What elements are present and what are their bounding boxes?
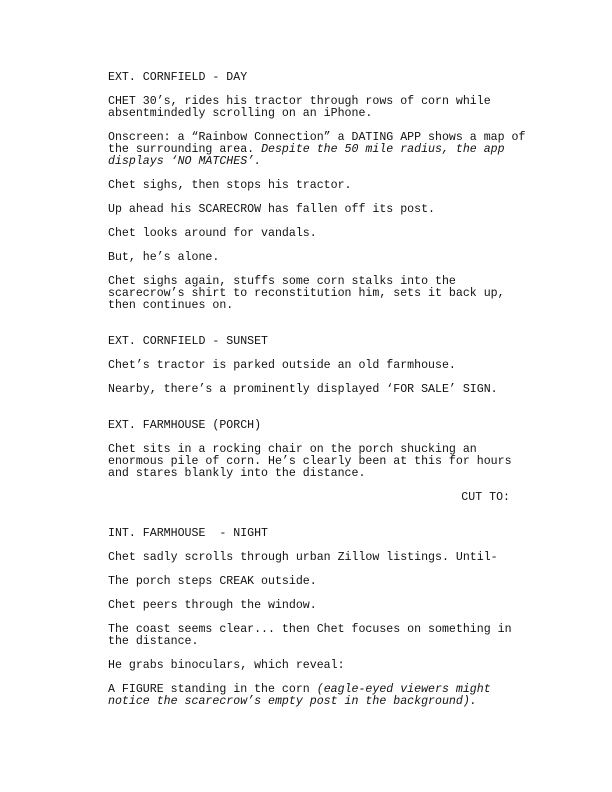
action-line: absentmindedly scrolling on an iPhone. (108, 107, 373, 120)
action-line: enormous pile of corn. He’s clearly been at this for hours (108, 455, 512, 468)
action-line: scarecrow’s shirt to reconstitution him, sets it back up, (108, 287, 505, 300)
action-line: Chet sadly scrolls through urban Zillow listings. Until- (108, 551, 498, 564)
action-line: The porch steps CREAK outside. (108, 575, 317, 588)
action-italic-line: displays ‘NO MATCHES’. (108, 155, 262, 168)
action-line: But, he’s alone. (108, 251, 220, 264)
action-text: A FIGURE standing in the corn (108, 683, 317, 696)
action-line: the distance. (108, 635, 199, 648)
action-line: Chet sighs again, stuffs some corn stalks into the (108, 275, 456, 288)
action-line: Chet sits in a rocking chair on the porch shucking an (108, 443, 477, 456)
scene-heading-cornfield-day: EXT. CORNFIELD - DAY (108, 71, 248, 84)
action-italic-text: Despite the 50 mile radius, the app (261, 143, 505, 156)
action-line: Chet sighs, then stops his tractor. (108, 179, 352, 192)
action-line: Chet looks around for vandals. (108, 227, 317, 240)
action-line: The coast seems clear... then Chet focuses on something in (108, 623, 512, 636)
action-line: CHET 30’s, rides his tractor through rows of corn while (108, 95, 491, 108)
action-line: He grabs binoculars, which reveal: (108, 659, 345, 672)
action-italic-line: notice the scarecrow’s empty post in the background). (108, 695, 477, 708)
action-line: and stares blankly into the distance. (108, 467, 366, 480)
action-line: Chet’s tractor is parked outside an old farmhouse. (108, 359, 456, 372)
action-text: the surrounding area. (108, 143, 262, 156)
scene-heading-farmhouse-night: INT. FARMHOUSE - NIGHT (108, 527, 269, 540)
action-line: Onscreen: a “Rainbow Connection” a DATING APP shows a map of (108, 131, 526, 144)
action-italic-text: (eagle-eyed viewers might (316, 683, 491, 696)
action-line: Up ahead his SCARECROW has fallen off its post. (108, 203, 435, 216)
scene-heading-cornfield-sunset: EXT. CORNFIELD - SUNSET (108, 335, 269, 348)
action-line: Nearby, there’s a prominently displayed ‘FOR SALE’ SIGN. (108, 383, 498, 396)
action-line: then continues on. (108, 299, 234, 312)
transition-cut-to: CUT TO: (461, 491, 510, 504)
scene-heading-farmhouse-porch: EXT. FARMHOUSE (PORCH) (108, 419, 262, 432)
action-line: Chet peers through the window. (108, 599, 317, 612)
